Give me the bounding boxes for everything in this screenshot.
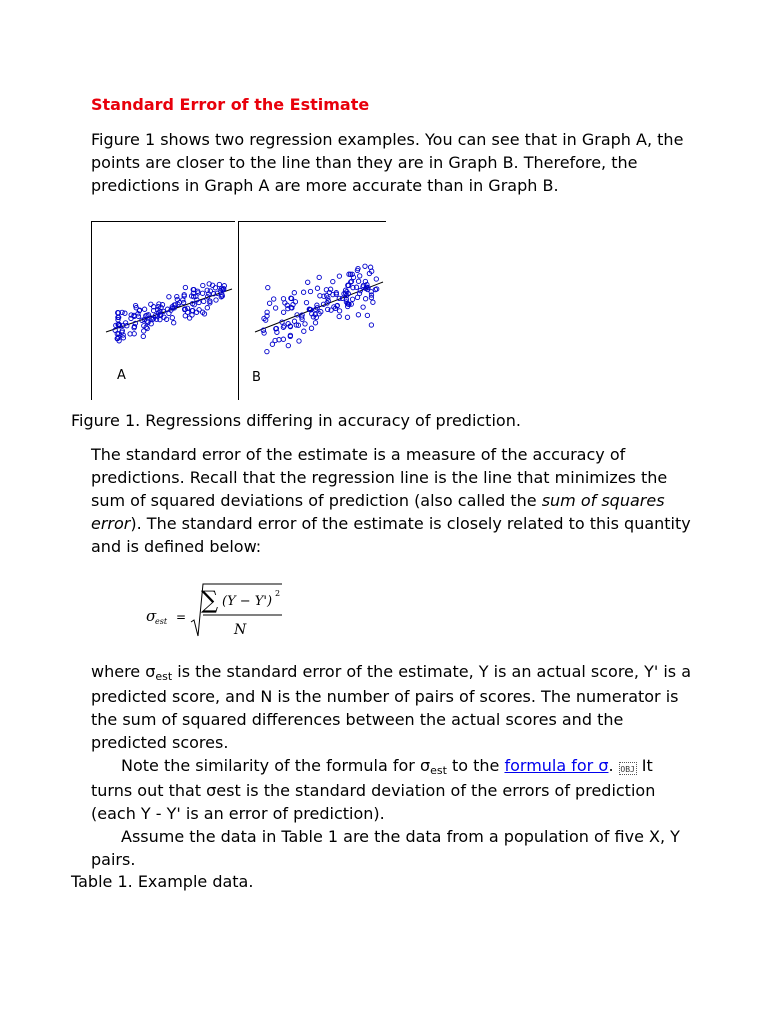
where-text-2: is the standard error of the estimate, Y is an actual score, Y' is a predicted score, and N is the number of pairs of scores. The numerator is the sum of squared differences between the actual scores and the predicted scores.	[91, 662, 691, 752]
scatter-point	[297, 339, 301, 343]
scatter-point	[187, 316, 191, 320]
scatter-point	[315, 286, 319, 290]
note-text-1: Note the similarity of the formula for σ	[121, 756, 431, 775]
scatter-point	[266, 285, 270, 289]
scatter-point	[172, 321, 176, 325]
scatter-point	[324, 288, 328, 292]
scatter-point	[282, 324, 286, 328]
scatter-point	[123, 321, 127, 325]
scatter-point	[301, 290, 305, 294]
scatter-point	[202, 299, 206, 303]
scatter-point	[123, 311, 127, 315]
intro-paragraph: Figure 1 shows two regression examples. You can see that in Graph A, the points are closer to the line than they are in Graph B. Therefore, the predictions in Graph A are more accurate than in Graph B.	[91, 130, 684, 195]
formula-numerator: (Y − Y')	[222, 594, 273, 609]
where-sub: est	[155, 670, 173, 683]
scatter-point	[358, 274, 362, 278]
section-title: Standard Error of the Estimate	[91, 95, 370, 114]
scatter-point	[337, 314, 341, 318]
figure-caption: Figure 1. Regressions differing in accuracy of prediction.	[71, 411, 521, 430]
sigma-est-formula	[146, 578, 296, 648]
scatter-point	[303, 322, 307, 326]
sem-text-2: ). The standard error of the estimate is closely related to this quantity and is defined below:	[91, 514, 691, 556]
scatter-point	[306, 280, 310, 284]
formula-exponent: 2	[275, 589, 281, 598]
note-sub: est	[430, 764, 447, 777]
scatter-point	[267, 301, 271, 305]
scatter-point	[281, 310, 285, 314]
scatter-point	[201, 283, 205, 287]
note-text-4: It turns out that σest is the standard deviation of the errors of prediction (each Y - Y' is an error of prediction).	[91, 756, 656, 823]
scatter-point	[183, 314, 187, 318]
formula-sum: ∑	[201, 586, 219, 614]
note-text-3: .	[608, 756, 619, 775]
graph-a-label: A	[117, 368, 126, 383]
scatter-point	[308, 289, 312, 293]
scatter-point	[170, 316, 174, 320]
scatter-point	[286, 343, 290, 347]
sem-paragraph	[91, 443, 691, 558]
scatter-point	[293, 300, 297, 304]
scatter-point	[281, 297, 285, 301]
scatter-point	[205, 306, 209, 310]
graph-b-plot	[239, 222, 386, 400]
scatter-point	[345, 315, 349, 319]
scatter-point	[355, 295, 359, 299]
scatter-point	[363, 264, 367, 268]
scatter-point	[281, 337, 285, 341]
scatter-point	[190, 313, 194, 317]
sem-text-1: The standard error of the estimate is a measure of the accuracy of predictions. Recall that the regression line is the line that minimizes the sum of squared deviations of prediction (also called the	[91, 445, 668, 510]
table-caption: Table 1. Example data.	[71, 872, 254, 891]
scatter-point	[313, 321, 317, 325]
scatter-point	[197, 308, 201, 312]
graph-b	[238, 221, 386, 400]
scatter-point	[374, 277, 378, 281]
formula-sub: est	[155, 617, 168, 626]
scatter-point	[217, 282, 221, 286]
scatter-point	[337, 274, 341, 278]
where-text-1: where σ	[91, 662, 156, 681]
note-text-2: to the	[446, 756, 505, 775]
graph-a	[91, 221, 235, 400]
scatter-point	[213, 286, 217, 290]
scatter-point	[363, 297, 367, 301]
note-paragraph	[91, 754, 691, 825]
assume-text: Assume the data in Table 1 are the data from a population of five X, Y pairs.	[91, 827, 680, 869]
scatter-point	[175, 294, 179, 298]
scatter-point	[167, 295, 171, 299]
explanation-block	[91, 660, 691, 871]
scatter-point	[361, 305, 365, 309]
scatter-point	[214, 298, 218, 302]
where-paragraph	[91, 660, 691, 754]
scatter-point	[262, 331, 266, 335]
scatter-point	[265, 349, 269, 353]
scatter-point	[337, 309, 341, 313]
graph-a-plot	[92, 222, 235, 400]
scatter-point	[309, 326, 313, 330]
scatter-point	[141, 334, 145, 338]
scatter-point	[350, 297, 354, 301]
scatter-point	[183, 285, 187, 289]
scatter-point	[142, 307, 146, 311]
scatter-point	[302, 329, 306, 333]
scatter-point	[292, 291, 296, 295]
formula-denominator: N	[234, 622, 247, 638]
scatter-point	[304, 300, 308, 304]
scatter-point	[356, 313, 360, 317]
scatter-point	[369, 323, 373, 327]
embedded-object-icon[interactable]: OBJ	[619, 762, 637, 775]
scatter-point	[121, 336, 125, 340]
assume-paragraph	[91, 825, 691, 871]
scatter-point	[371, 300, 375, 304]
scatter-point	[368, 265, 372, 269]
scatter-point	[356, 279, 360, 283]
sem-emphasis: sum of squares error	[91, 491, 665, 533]
scatter-point	[273, 306, 277, 310]
formula-sigma: σ	[146, 607, 157, 625]
scatter-point	[272, 297, 276, 301]
formula-sigma-link[interactable]: formula for σ	[504, 756, 609, 775]
scatter-point	[331, 279, 335, 283]
graph-b-label: B	[252, 370, 261, 385]
scatter-point	[149, 302, 153, 306]
scatter-point	[365, 313, 369, 317]
scatter-point	[317, 275, 321, 279]
formula-equals: =	[176, 610, 187, 624]
scatter-point	[200, 291, 204, 295]
